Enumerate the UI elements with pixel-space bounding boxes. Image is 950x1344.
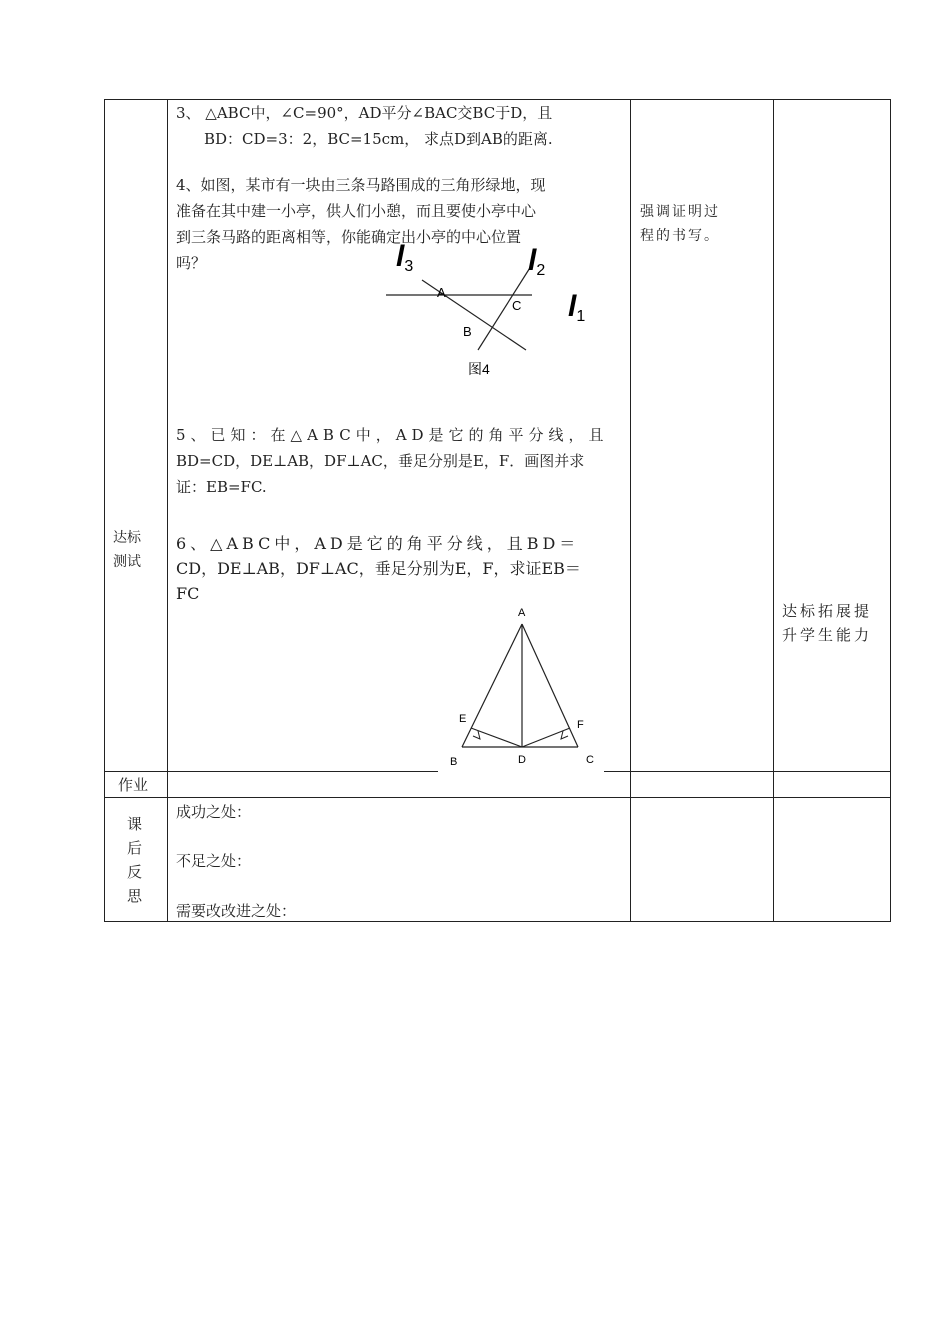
question-6-line1: 6、△ABC中，AD是它的角平分线，且BD＝ (176, 534, 580, 553)
figure-6-triangle-diagram (438, 600, 604, 774)
reflection-improve: 需要改改进之处： (176, 902, 297, 920)
vertex-A-label: A (518, 607, 526, 619)
figure-4-caption: 图4 (468, 361, 490, 377)
question-5-line3: 证：EB=FC. (176, 478, 267, 496)
point-A-label: A (437, 285, 446, 300)
row-label-reflection-2: 后 (127, 839, 143, 857)
point-C-label: C (512, 298, 522, 313)
right-angle-mark-F (561, 731, 568, 739)
question-4-line3: 到三条马路的距离相等，你能确定出小亭的中心位置 (176, 228, 522, 246)
question-5-line1: 5、已知：在△ABC中，AD是它的角平分线，且 (176, 426, 609, 444)
teaching-note-line2: 程的书写。 (640, 228, 720, 244)
label-l1: l1 (568, 290, 586, 325)
question-5-line2: BD=CD，DE⊥AB，DF⊥AC，垂足分别是E，F．画图并求 (176, 452, 585, 470)
vertex-B-label: B (450, 756, 458, 768)
question-4-line2: 准备在其中建一小亭，供人们小憩，而且要使小亭中心 (176, 202, 537, 220)
reflection-success: 成功之处： (176, 803, 252, 821)
label-l3: l3 (396, 240, 414, 275)
row-label-reflection (127, 812, 142, 908)
segment-DF (522, 728, 570, 747)
point-B-label: B (463, 324, 472, 339)
row-label-test-line2: 测试 (113, 554, 141, 570)
figure-4-roads-diagram (370, 240, 610, 385)
row-label-reflection-4: 思 (127, 887, 143, 905)
goal-note-line2: 升学生能力 (782, 626, 873, 644)
question-3-line2: BD：CD=3：2，BC=15cm， 求点D到AB的距离. (204, 130, 553, 148)
goal-note-line1: 达标拓展提 (782, 602, 873, 620)
question-4-line4: 吗？ (176, 254, 207, 272)
reflection-shortcoming: 不足之处： (176, 852, 252, 870)
row-label-test-line1: 达标 (113, 530, 141, 546)
vertex-C-label: C (586, 754, 594, 766)
row-label-reflection-1: 课 (127, 815, 143, 833)
row-label-reflection-3: 反 (127, 863, 143, 881)
vertex-E-label: E (459, 713, 467, 725)
question-6-line3: FC (176, 584, 200, 603)
question-6-line2: CD，DE⊥AB，DF⊥AC，垂足分别为E，F，求证EB＝ (176, 559, 581, 578)
question-3-line1: 3、 △ABC中，∠C=90°，AD平分∠BAC交BC于D，且 (176, 104, 553, 122)
row-label-homework: 作业 (118, 776, 149, 794)
vertex-F-label: F (577, 719, 584, 731)
question-4-line1: 4、如图，某市有一块由三条马路围成的三角形绿地，现 (176, 176, 546, 194)
segment-DE (471, 728, 522, 747)
row-label-test (113, 526, 141, 574)
teaching-note (640, 200, 720, 248)
label-l2: l2 (528, 244, 546, 279)
right-angle-mark-E (473, 731, 480, 739)
teaching-note-line1: 强调证明过 (640, 204, 720, 220)
vertex-D-label: D (518, 754, 526, 766)
goal-note (782, 599, 872, 647)
road-l2-line (478, 263, 533, 350)
